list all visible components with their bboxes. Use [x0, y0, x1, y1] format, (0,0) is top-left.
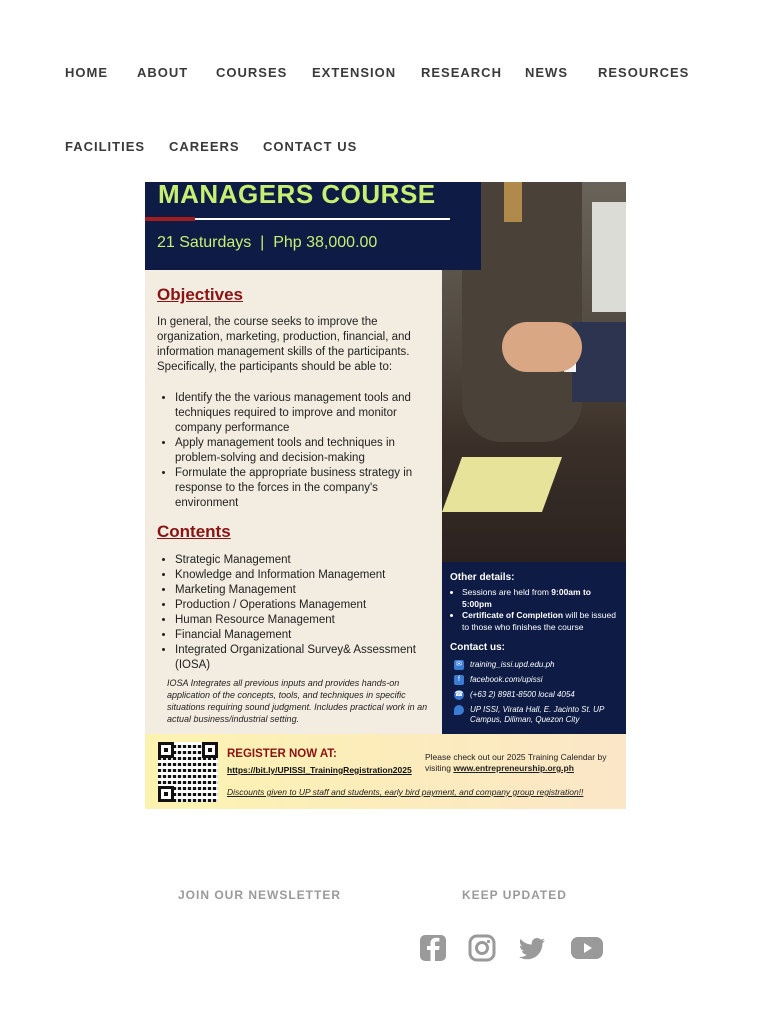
photo-window [592, 202, 626, 312]
keep-updated-heading: KEEP UPDATED [462, 888, 567, 902]
registration-link[interactable]: https://bit.ly/UPISSI_TrainingRegistration2025 [227, 765, 412, 775]
qr-corner [202, 742, 218, 758]
contact-facebook [454, 675, 622, 685]
photo-notepad [442, 457, 562, 512]
twitter-icon[interactable] [517, 933, 547, 963]
phone-icon: ☎ [454, 691, 464, 698]
contact-email [454, 660, 622, 670]
course-poster [145, 182, 626, 809]
youtube-icon[interactable] [570, 933, 604, 963]
list-item [462, 610, 622, 633]
other-details-heading: Other details: [450, 572, 515, 583]
photo-hands [502, 322, 582, 372]
list-item: • Financial Management [175, 628, 435, 643]
list-item: • Identify the the various management tools and techniques required to improve and monitor company performance [175, 391, 427, 436]
detail-bold: Certificate of Completion [462, 610, 564, 620]
contact-phone [454, 690, 622, 700]
contact-email-text: training_issi.upd.edu.ph [470, 660, 555, 669]
poster-subtitle: 21 Saturdays | Php 38,000.00 [157, 234, 378, 251]
photo-sleeve [572, 322, 626, 402]
contact-phone-text: (+63 2) 8981-8500 local 4054 [470, 690, 575, 699]
list-item: • Strategic Management [175, 553, 435, 568]
list-item: • Integrated Organizational Survey& Assessment (IOSA) [175, 643, 435, 673]
qr-code[interactable] [158, 742, 218, 802]
nav-resources[interactable]: RESOURCES [598, 65, 690, 80]
location-pin-icon [454, 705, 464, 715]
contact-heading: Contact us: [450, 642, 505, 653]
register-heading: REGISTER NOW AT: [227, 748, 337, 760]
nav-research[interactable]: RESEARCH [421, 65, 502, 80]
contact-facebook-text: facebook.com/upissi [470, 675, 543, 684]
nav-facilities[interactable]: FACILITIES [65, 139, 146, 154]
other-details-panel [442, 562, 626, 734]
discounts-note: Discounts given to UP staff and students, early bird payment, and company group registration!! [227, 787, 584, 797]
list-item: • Apply management tools and techniques in problem-solving and decision-making [175, 436, 427, 466]
nav-home[interactable]: HOME [65, 65, 108, 80]
photo-tie [504, 182, 522, 222]
header-rule-red [145, 217, 195, 221]
contents-list [175, 553, 435, 673]
calendar-text [425, 752, 625, 774]
contents-heading: Contents [157, 522, 231, 541]
header-rule-white [195, 218, 450, 220]
detail-text: will be issued to those who finishes the course [462, 610, 616, 632]
objectives-heading: Objectives [157, 285, 243, 304]
nav-about[interactable]: ABOUT [137, 65, 189, 80]
iosa-note: IOSA Integrates all previous inputs and provides hands-on application of the concepts, tools, and techniques in specific situations requiring sound judgment. Includes practical work in an actual business/industrial setting. [167, 678, 428, 724]
detail-bold: 9:00am to 5:00pm [462, 587, 591, 609]
list-item: • Marketing Management [175, 583, 435, 598]
objectives-intro: In general, the course seeks to improve the organization, marketing, production, financial, and information management skills of the participants. Specifically, the participants should be able to: [157, 316, 411, 373]
calendar-link[interactable]: www.entrepreneurship.org.ph [453, 763, 574, 773]
list-item [462, 587, 622, 610]
list-item: • Formulate the appropriate business strategy in response to the forces in the company's environment [175, 466, 427, 511]
nav-contact-us[interactable]: CONTACT US [263, 139, 358, 154]
list-item: • Knowledge and Information Management [175, 568, 435, 583]
newsletter-heading: JOIN OUR NEWSLETTER [178, 888, 342, 902]
list-item: • Human Resource Management [175, 613, 435, 628]
nav-extension[interactable]: EXTENSION [312, 65, 397, 80]
contact-address-text: UP ISSI, Virata Hall, E. Jacinto St. UP Campus, Diliman, Quezon City [470, 705, 604, 724]
objectives-list [175, 391, 427, 511]
instagram-icon[interactable] [467, 933, 497, 963]
registration-band [145, 734, 626, 809]
list-item: • Production / Operations Management [175, 598, 435, 613]
qr-corner [158, 786, 174, 802]
facebook-icon: f [454, 675, 464, 685]
nav-news[interactable]: NEWS [525, 65, 568, 80]
poster-title: MANAGERS COURSE [158, 182, 436, 209]
mail-icon: ✉ [454, 660, 464, 670]
detail-text: Sessions are held from [462, 587, 552, 597]
details-list [462, 587, 622, 633]
contact-address [454, 705, 622, 725]
poster-header [145, 182, 481, 270]
nav-careers[interactable]: CAREERS [169, 139, 240, 154]
qr-corner [158, 742, 174, 758]
facebook-icon[interactable] [418, 933, 448, 963]
calendar-text-body: Please check out our 2025 Training Calendar by visiting [425, 752, 607, 773]
nav-courses[interactable]: COURSES [216, 65, 288, 80]
